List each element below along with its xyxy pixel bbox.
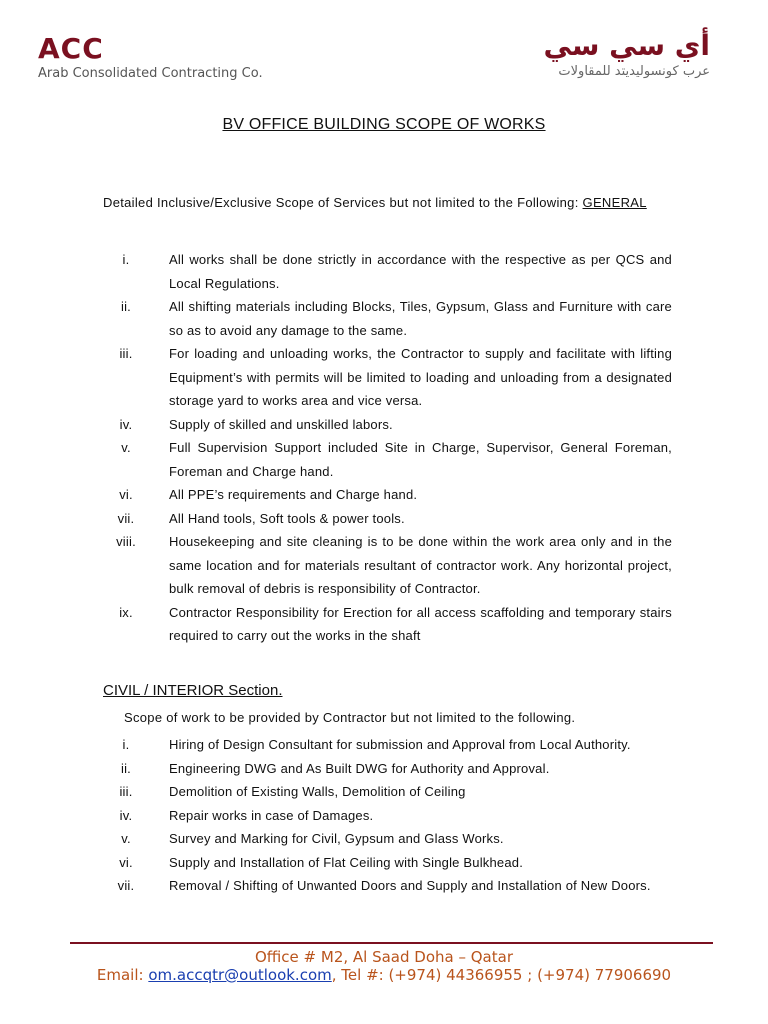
item-text: For loading and unloading works, the Contractor to supply and facilitate with lifting Equipment’s with permits will be limited to loading and unloading from a designated storage yard to works area and vice versa.: [169, 346, 672, 408]
item-number: viii.: [116, 534, 136, 549]
list-item: [100, 413, 672, 437]
company-name-ar: عرب كونسوليديتد للمقاولات: [558, 64, 710, 79]
intro-line: [103, 195, 647, 210]
logo-ar-text: أي سي سي: [543, 29, 710, 62]
list-item: [100, 601, 672, 648]
list-item: [100, 436, 672, 483]
list-item: [100, 874, 672, 898]
general-list: [100, 248, 672, 648]
intro-text: Detailed Inclusive/Exclusive Scope of Services but not limited to the Following:: [103, 195, 583, 210]
item-text: Removal / Shifting of Unwanted Doors and Supply and Installation of New Doors.: [169, 878, 651, 893]
email-label: Email:: [96, 966, 149, 984]
email-link[interactable]: om.accqtr@outlook.com: [148, 966, 332, 984]
list-item: [100, 530, 672, 601]
item-text: All shifting materials including Blocks, Tiles, Gypsum, Glass and Furniture with care so as to avoid any damage to the same.: [169, 299, 672, 338]
list-item: [100, 827, 672, 851]
item-text: Repair works in case of Damages.: [169, 807, 374, 823]
item-number: vii.: [117, 510, 135, 526]
company-name-en: Arab Consolidated Contracting Co.: [38, 66, 263, 81]
list-item: [100, 851, 672, 875]
item-text: Housekeeping and site cleaning is to be done within the work area only and in the same location and for materials resultant of contractor work. Any horizontal project, bulk removal of debris is responsibility of Contractor.: [169, 534, 672, 596]
footer-divider: [70, 942, 713, 944]
item-text: Engineering DWG and As Built DWG for Authority and Approval.: [169, 760, 550, 776]
item-text: Contractor Responsibility for Erection for all access scaffolding and temporary stairs required to carry out the works in the shaft: [169, 604, 672, 643]
list-item: [100, 780, 672, 804]
item-number: iii.: [119, 346, 133, 361]
item-number: v.: [121, 831, 131, 846]
civil-list: [100, 733, 672, 898]
footer-contact: [0, 966, 768, 984]
item-number: vii.: [117, 878, 135, 893]
civil-section-intro: Scope of work to be provided by Contractor but not limited to the following.: [124, 710, 576, 725]
phone-numbers: , Tel #: (+974) 44366955 ; (+974) 77906690: [331, 966, 672, 984]
list-item: [100, 733, 672, 757]
item-text: Full Supervision Support included Site in Charge, Supervisor, General Foreman, Foreman and Charge hand.: [169, 440, 672, 479]
company-logo-en: [38, 34, 263, 81]
list-item: [100, 483, 672, 507]
item-number: i.: [122, 252, 130, 267]
item-number: vi.: [119, 487, 133, 502]
list-item: [100, 507, 672, 531]
item-text: Supply of skilled and unskilled labors.: [169, 416, 393, 432]
item-text: Supply and Installation of Flat Ceiling with Single Bulkhead.: [169, 854, 524, 870]
list-item: [100, 248, 672, 295]
item-number: iv.: [119, 807, 133, 823]
footer-office-address: Office # M2, Al Saad Doha – Qatar: [254, 948, 513, 966]
item-number: ii.: [121, 760, 131, 776]
item-number: v.: [121, 440, 131, 455]
logo-acc-text: ACC: [38, 32, 104, 65]
list-item: [100, 804, 672, 828]
item-text: Survey and Marking for Civil, Gypsum and Glass Works.: [169, 831, 504, 846]
item-text: All works shall be done strictly in accordance with the respective as per QCS and Local Regulations.: [169, 252, 672, 291]
list-item: [100, 757, 672, 781]
item-text: Demolition of Existing Walls, Demolition of Ceiling: [169, 784, 466, 799]
item-text: All PPE’s requirements and Charge hand.: [169, 487, 418, 502]
item-number: iii.: [119, 784, 133, 799]
item-number: i.: [122, 737, 130, 752]
item-text: All Hand tools, Soft tools & power tools.: [169, 510, 405, 526]
civil-section-title: CIVIL / INTERIOR Section.: [103, 682, 283, 699]
document-title: BV OFFICE BUILDING SCOPE OF WORKS: [222, 116, 546, 133]
list-item: [100, 342, 672, 413]
list-item: [100, 295, 672, 342]
item-number: iv.: [119, 416, 133, 432]
item-text: Hiring of Design Consultant for submission and Approval from Local Authority.: [169, 737, 631, 752]
general-heading: GENERAL: [582, 195, 647, 210]
item-number: vi.: [119, 854, 133, 870]
item-number: ix.: [119, 604, 133, 620]
item-number: ii.: [121, 299, 131, 314]
company-logo-ar: [544, 30, 710, 79]
